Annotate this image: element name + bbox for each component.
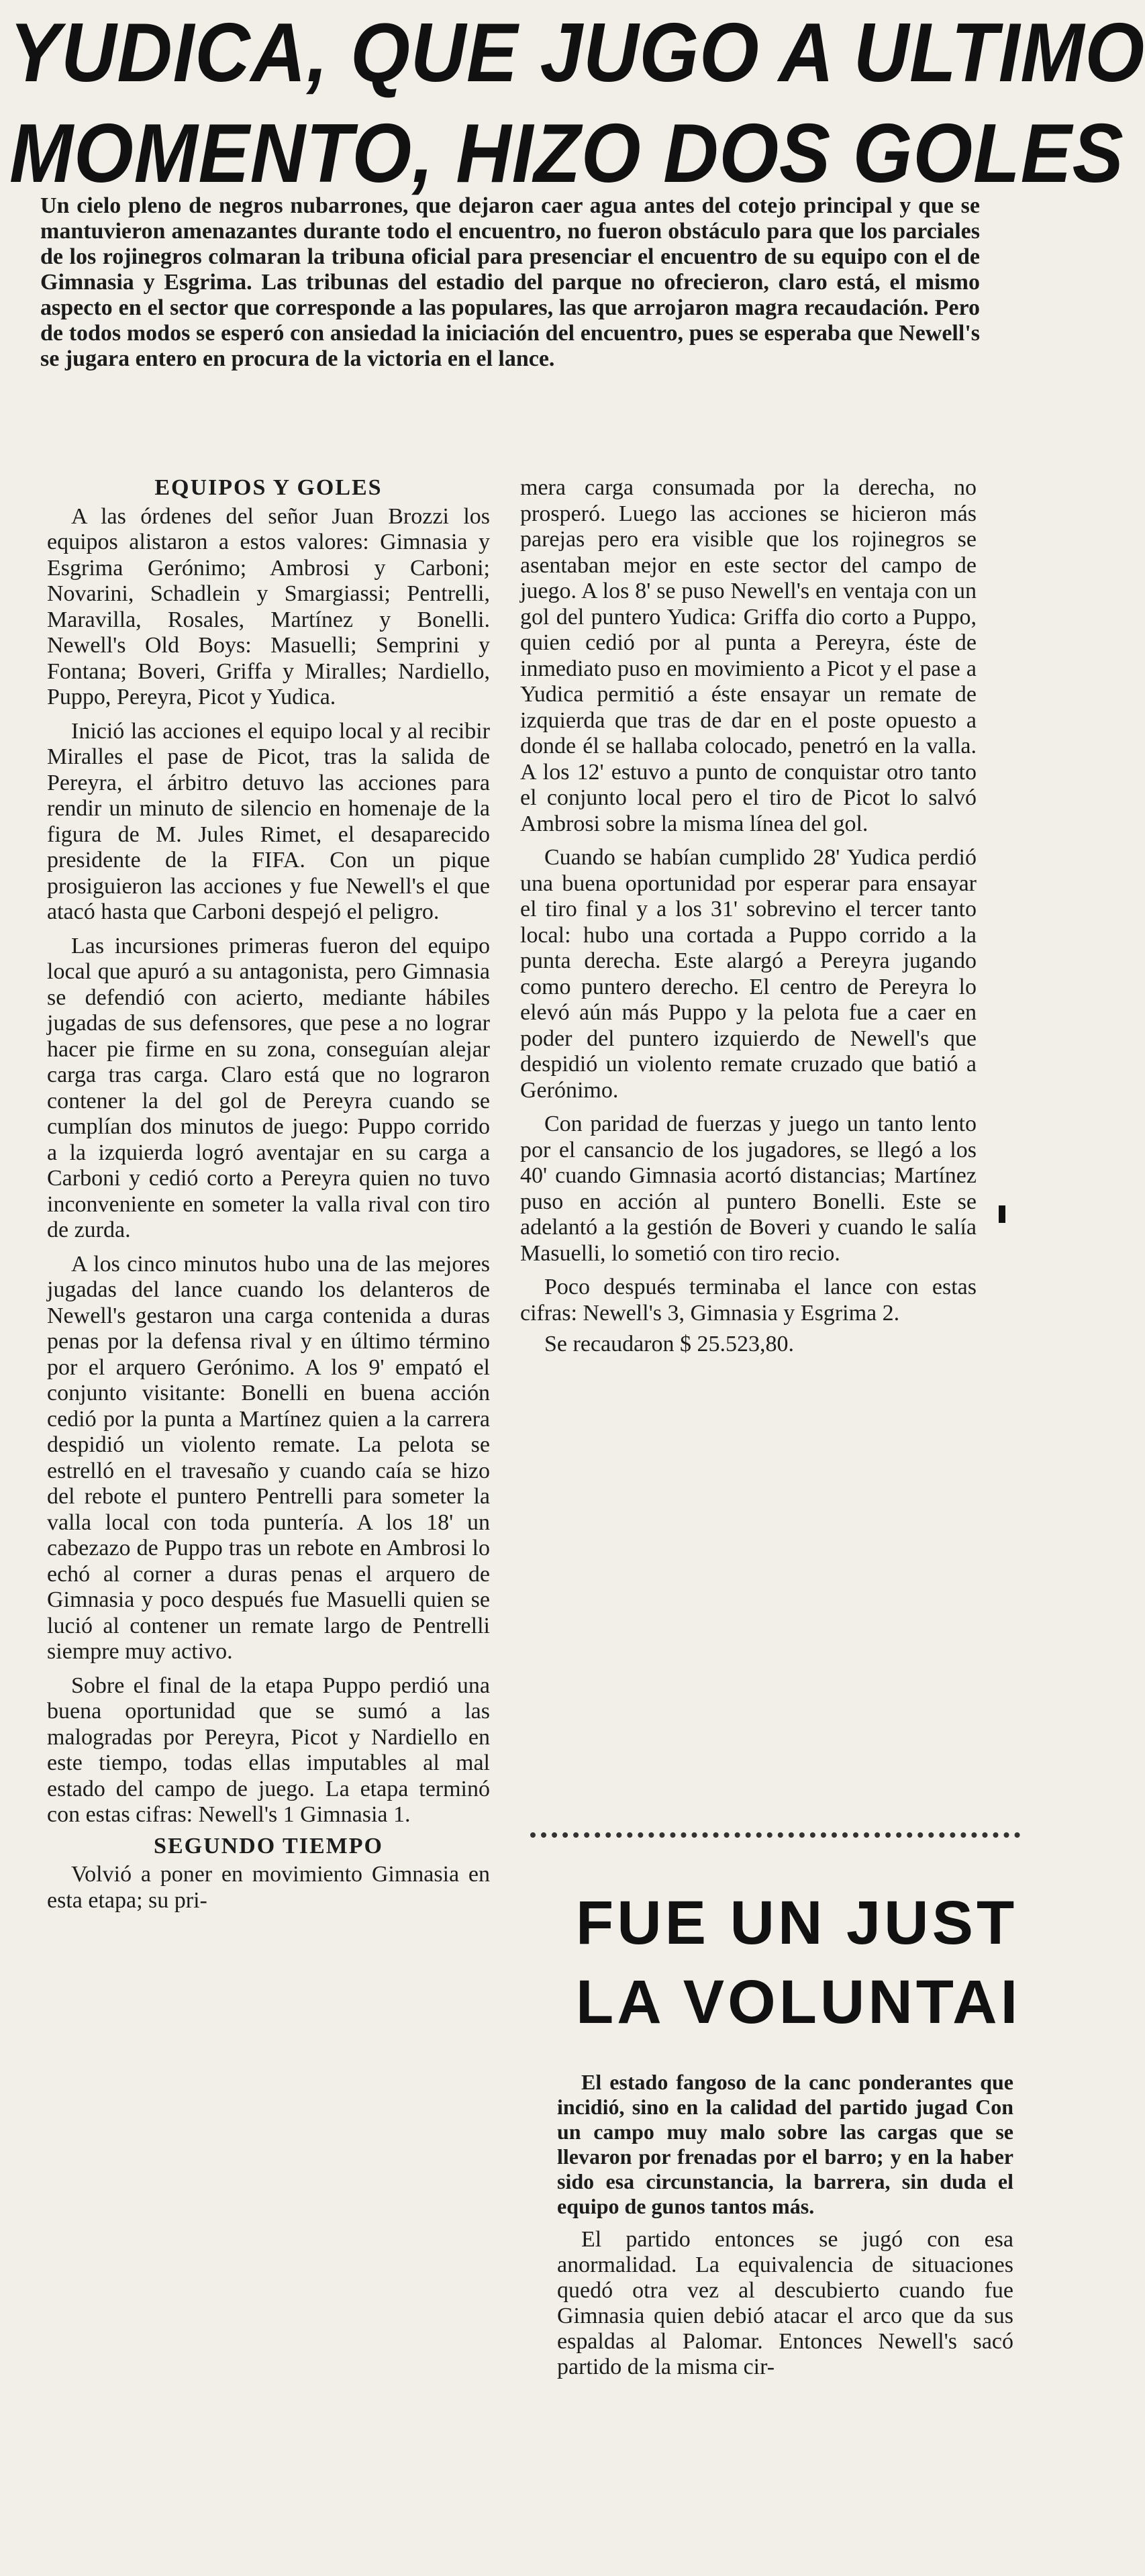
paragraph-final-score: Poco después terminaba el lance con estas cifras: Newell's 3, Gimnasia y Esgrima 2.	[520, 1275, 977, 1326]
headline	[9, 3, 1145, 204]
headline-line-1: YUDICA, QUE JUGO A ULTIMO	[9, 7, 1145, 99]
paragraph-kickoff: Inició las acciones el equipo local y al recibir Miralles el pase de Picot, tras la salida de Pereyra, el árbitro detuvo las acciones para rendir un minuto de silencio en homenaje de la figura de M. Jules Rimet, el desaparecido presidente de la FIFA. Con un pique prosiguieron las acciones y fue Newell's el que atacó hasta que Carboni despejó el peligro.	[47, 718, 490, 924]
sidebar-headline	[576, 1883, 1021, 2042]
paragraph-third-goal: Cuando se habían cumplido 28' Yudica perdió una buena oportunidad por esperar para ensayar el tiro final y a los 31' sobrevino el tercer tanto local: hubo una cortada a Puppo corrido a la punta derecha. Este alargó a Pereyra jugando como puntero derecho. El centro de Pereyra lo elevó aún más Puppo y la pelota fue a caer en poder del puntero izquierdo de Newell's que despidió un violento remate cruzado que batió a Gerónimo.	[520, 845, 977, 1103]
paragraph-halftime: Sobre el final de la etapa Puppo perdió una buena oportunidad que se sumó a las malogradas por Pereyra, Picot y Nardiello en este tiempo, todas ellas imputables al mal estado del campo de juego. La etapa terminó con estas cifras: Newell's 1 Gimnasia 1.	[47, 1673, 490, 1827]
paragraph-lineups: A las órdenes del señor Juan Brozzi los equipos alistaron a estos valores: Gimnasia y Esgrima Gerónimo; Ambrosi y Carboni; Novarini, Schadlein y Smargiassi; Pentrelli, Maravilla, Rosales, Martínez y Bonelli. Newell's Old Boys: Masuelli; Semprini y Fontana; Boveri, Griffa y Miralles; Nardiello, Puppo, Pereyra, Picot y Yudica.	[47, 503, 490, 709]
sidebar-headline-line-1: FUE UN JUST	[576, 1889, 1018, 1957]
paragraph-first-goal: Las incursiones primeras fueron del equipo local que apuró a su antagonista, pero Gimnasia se defendió con acierto, mediante hábiles jugadas de sus defensores, que pese a no lograr hacer pie firme en su zona, conseguían alejar carga tras carga. Claro está que no lograron contener la del gol de Pereyra cuando se cumplían dos minutos de juego: Puppo corrido a la izquierda logró aventajar en su carga a Carboni y cedió corto a Pereyra quien no tuvo inconveniente en someter la valla rival con tiro de zurda.	[47, 933, 490, 1242]
subhead-equipos-y-goles: EQUIPOS Y GOLES	[154, 475, 383, 500]
left-column	[47, 475, 490, 1914]
paragraph-second-half-start: Volvió a poner en movimiento Gimnasia en esta etapa; su pri-	[47, 1862, 490, 1913]
sidebar-body-text: El partido entonces se jugó con esa anormalidad. La equivalencia de situaciones quedó otra vez al descubierto cuando fue Gimnasia quien debió atacar el arco que da sus espaldas al Palomar. Entonces Newell's sacó partido de la misma cir-	[557, 2227, 1013, 2379]
paragraph-equalizer: A los cinco minutos hubo una de las mejores jugadas del lance cuando los delanteros de Newell's gestaron una carga contenida a duras penas por la defensa rival y en último término por el arquero Gerónimo. A los 9' empató el conjunto visitante: Bonelli en buena acción cedió por la punta a Martínez quien a la carrera despidió un violento remate. La pelota se estrelló en el travesaño y cuando caía se hizo del rebote el puntero Pentrelli para someter la valla local con toda puntería. A los 18' un cabezazo de Puppo tras un rebote en Ambrosi lo echó al corner a duras penas el arquero de Gimnasia y poco después fue Masuelli quien se lució al contener un remate largo de Pentrelli siempre muy activo.	[47, 1251, 490, 1664]
margin-mark	[999, 1205, 1005, 1223]
recaudacion-line: Se recaudaron $ 25.523,80.	[544, 1332, 795, 1356]
sidebar-headline-line-2: LA VOLUNTAI	[576, 1968, 1022, 2036]
sidebar-intro-text: El estado fangoso de la canc ponderantes que incidió, sino en la calidad del partido jugad Con un campo muy malo sobre las cargas que se llevaron por frenadas por el barro; y en la haber sido esa circunstancia, la barrera, sin duda el equipo de gunos tantos más.	[557, 2070, 1013, 2218]
sidebar-intro	[557, 2070, 1013, 2219]
paragraph-second-goal: mera carga consumada por la derecha, no prosperó. Luego las acciones se hicieron más parejas pero era visible que los rojinegros se asentaban mejor en este sector del campo de juego. A los 8' se puso Newell's en ventaja con un gol del puntero Yudica: Griffa dio corto a Puppo, quien cedió por al punta a Pereyra, éste de inmediato puso en movimiento a Picot y el pase a Yudica permitió a éste ensayar un remate de izquierda que tras de dar en el poste opuesto a donde él se hallaba colocado, penetró en la valla. A los 12' estuvo a punto de conquistar otro tanto el conjunto local pero el tiro de Picot lo salvó Ambrosi sobre la misma línea del gol.	[520, 475, 977, 836]
paragraph-visitor-goal: Con paridad de fuerzas y juego un tanto lento por el cansancio de los jugadores, se llegó a los 40' cuando Gimnasia acortó distancias; Martínez puso en acción al puntero Bonelli. Este se adelantó a la gestión de Boveri y cuando le salía Masuelli, lo sometió con tiro recio.	[520, 1111, 977, 1266]
sidebar-article	[530, 1832, 1020, 2576]
right-column	[520, 475, 977, 1358]
sidebar-body	[557, 2227, 1013, 2380]
intro-paragraph: Un cielo pleno de negros nubarrones, que dejaron caer agua antes del cotejo principal y que se mantuvieron amenazantes durante todo el encuentro, no fueron obstáculo para que los parciales de los rojinegros colmaran la tribuna oficial para presenciar el encuentro de su equipo con el de Gimnasia y Esgrima. Las tribunas del estadio del parque no ofrecieron, claro está, el mismo aspecto en el sector que corresponde a las populares, las que arrojaron magra recaudación. Pero de todos modos se esperó con ansiedad la iniciación del encuentro, pues se esperaba que Newell's se jugara entero en procura de la victoria en el lance.	[40, 193, 980, 371]
headline-line-2: MOMENTO, HIZO DOS GOLES	[9, 107, 1124, 200]
subhead-segundo-tiempo: SEGUNDO TIEMPO	[154, 1833, 383, 1859]
